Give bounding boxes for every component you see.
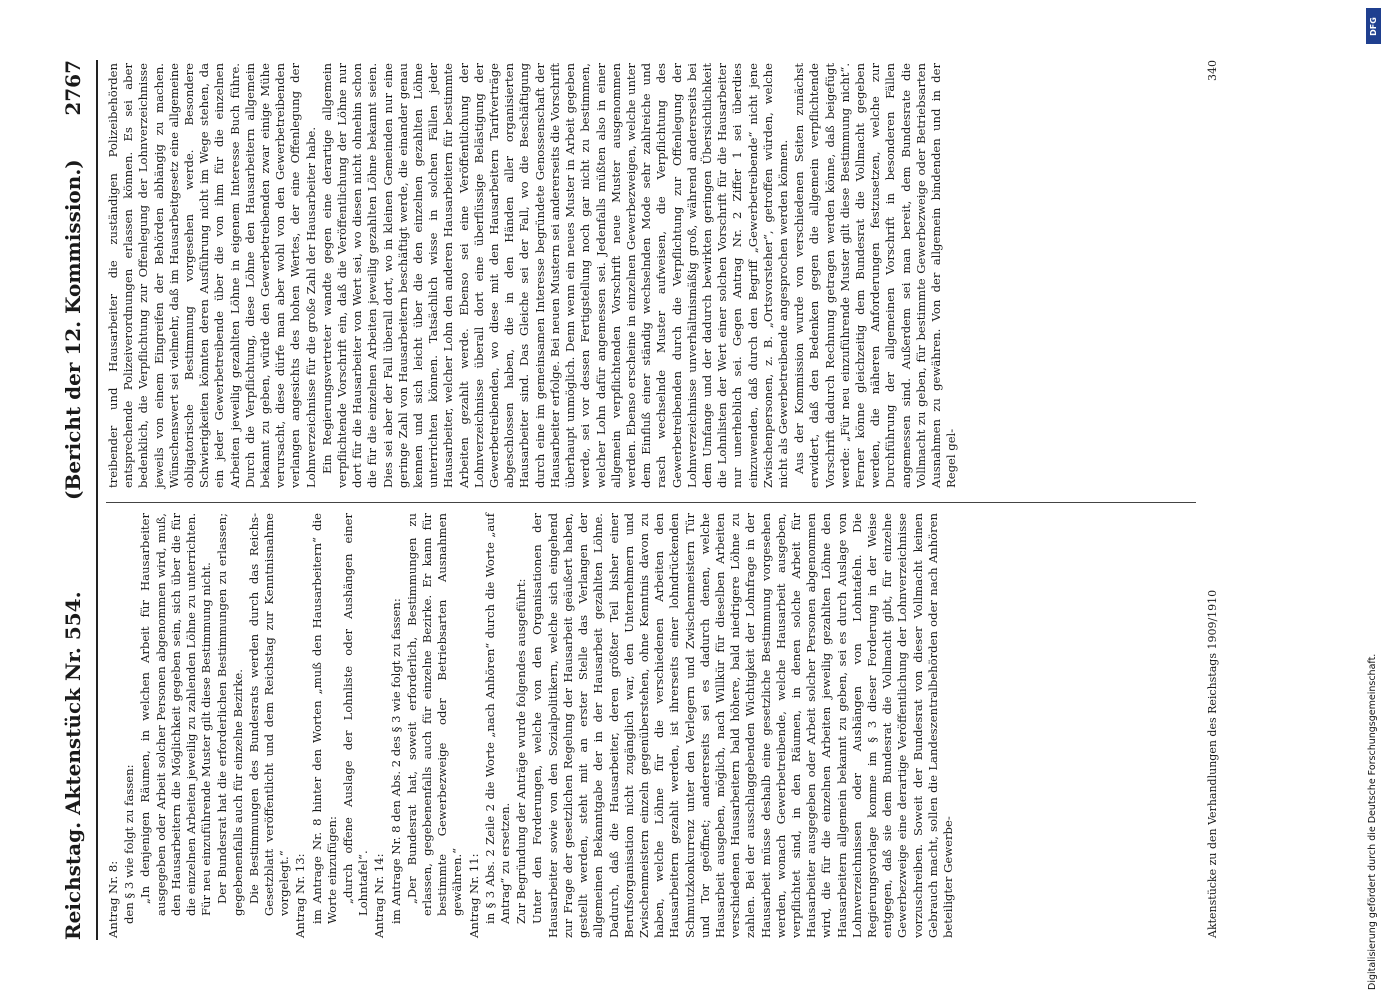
paragraph: Aus der Kommission wurde von verschiedenen Seiten zunächst erwidert, daß den Bedenken gegen die allgemein verpflichtende Vorschrift dadurch Rechnung getragen werden könne, daß beigefügt werde: „Für neu einzuführende Muster gilt diese Bestimmung nicht“. Ferner könne gleichzeitig dem Bundesrat die Vollmacht gegeben werden, die näheren Anforderungen festzusetzen, welche zur Durchführung der allgemeinen Vorschrift in besonderen Fällen angemessen sind. Außerdem sei man bereit, dem Bundesrate die Vollmacht zu geben, für bestimmte Gewerbezweige oder Betriebsarten Ausnahmen zu gewähren. Von der allgemein bindenden und in der Regel gel- — [792, 63, 959, 488]
paragraph: Antrag Nr. 11: — [466, 853, 481, 938]
paragraph: Der Bundesrat hat die erforderlichen Bestimmungen zu erlassen; gegebenenfalls auch für einzelne Bezirke. — [215, 513, 245, 916]
paragraph: „Der Bundesrat hat, soweit erforderlich, Bestimmungen zu erlassen, gegebenenfalls auch für einzelne Bezirke. Er kann für bestimmte Gewerbezweige oder Betriebsarten Ausnahmen gewähren.“ — [404, 513, 465, 916]
paragraph: im Antrage Nr. 8 hinter den Worten „muß den Hausarbeitern“ die Worte einzufügen: — [309, 513, 339, 924]
paragraph: Zur Begründung der Anträge wurde folgendes ausgeführt: — [514, 578, 529, 924]
paragraph: Die Bestimmungen des Bundesrats werden durch das Reichs-Gesetzblatt veröffentlicht und dem Reichstag zur Kenntnisnahme vorgelegt.“ — [246, 513, 292, 916]
footer-sheet-number: 340 — [1206, 60, 1219, 81]
right-column — [106, 63, 960, 488]
header-left-title: Reichstag. Aktenstück Nr. 554. — [61, 591, 85, 940]
page-number: 2767 — [61, 60, 85, 116]
paragraph: treibender und Hausarbeiter die zuständigen Polizeibehörden entsprechende Polizeiverordnungen erlassen können. Es sei aber bedenklich, die Verpflichtung zur Offenlegung der Lohnverzeichnisse jeweils von einem Eingreifen der Behörden abhängig zu machen. Wünschenswert sei vielmehr, daß im Hausarbeitgesetz eine allgemeine obligatorische Bestimmung vorgesehen werde. Besondere Schwierigkeiten könnten deren Ausführung nicht im Wege stehen, da ein jeder Gewerbetreibende über die von ihm für die einzelnen Arbeiten jeweilig gezahlten Löhne in eigenem Interesse Buch führe. Durch die Verpflichtung, diese Löhne den Hausarbeitern allgemein bekannt zu geben, würde den Gewerbetreibenden zwar einige Mühe verursacht, diese dürfe man aber wohl von den Gewerbetreibenden verlangen angesichts des hohen Wertes, der eine Offenlegung der Lohnverzeichnisse für die große Zahl der Hausarbeiter habe. — [106, 63, 318, 488]
paragraph: Antrag Nr. 13: — [293, 853, 308, 938]
paragraph: „In denjenigen Räumen, in welchen Arbeit für Hausarbeiter ausgegeben oder Arbeit solcher Personen abgenommen wird, muß, den Hausarbeitern die Möglichkeit gegeben sein, sich über die für die einzelnen Arbeiten jeweilig zu zahlenden Löhne zu unterrichten. Für neu einzuführende Muster gilt diese Bestimmung nicht. — [138, 513, 214, 916]
paragraph: Ein Regierungsvertreter wandte gegen eine derartige allgemein verpflichtende Vorschrift ein, daß die Veröffentlichung der Löhne nur dort für die Hausarbeiter von Wert sei, wo diesen nicht ohnehin schon die für die einzelnen Arbeiten jeweilig gezahlten Löhne bekannt seien. Dies sei aber der Fall überall dort, wo in kleinen Gemeinden nur eine geringe Zahl von Hausarbeitern beschäftigt werde, die einander genau kennen und sich leicht über die den einzelnen gezahlten Löhne unterrichten können. Tatsächlich wisse in solchen Fällen jeder Hausarbeiter, welcher Lohn den anderen Hausarbeitern für bestimmte Arbeiten gezahlt werde. Ebenso sei eine Veröffentlichung der Lohnverzeichnisse überall dort eine überflüssige Belästigung der Gewerbetreibenden, wo diese mit den Hausarbeitern Tarifverträge abgeschlossen haben, die in den Händen aller organisierten Hausarbeiter sind. Das Gleiche sei der Fall, wo die Beschäftigung durch eine im gemeinsamen Interesse begründete Genossenschaft der Hausarbeiter erfolge. Bei neuen Mustern sei andererseits die Vorschrift überhaupt unmöglich. Denn wenn ein neues Muster in Arbeit gegeben werde, sei vor dessen Fertigstellung noch gar nicht zu bestimmen, welcher Lohn dafür angemessen sei. Jedenfalls müßten also in einer allgemein verpflichtenden Vorschrift neue Muster ausgenommen werden. Ebenso erscheine in einzelnen Gewerbezweigen, welche unter dem Einfluß einer ständig wechselnden Mode sehr zahlreiche und rasch wechselnde Muster aufweisen, die Verpflichtung des Gewerbetreibenden durch die Verpflichtung zur Offenlegung der Lohnverzeichnisse unverhältnismäßig groß, während andererseits bei dem Umfange und der dadurch bewirkten geringen Übersichtlichkeit die Lohnlisten der Wert einer solchen Vorschrift für die Hausarbeiter nur unerheblich sei. Gegen Antrag Nr. 2 Ziffer 1 sei überdies einzuwenden, daß durch den Begriff „Gewerbetreibende“ nicht jene Zwischenpersonen, z. B. „Ortsvorsteher“, getroffen würden, welche nicht als Gewerbetreibende angesprochen werden können. — [319, 63, 790, 488]
digitization-note: Digitalisierung gefördert durch die Deutsche Forschungsgemeinschaft. — [1367, 653, 1378, 990]
document-page — [6, 0, 1306, 1000]
header-center-title: (Bericht der 12. Kommission.) — [61, 159, 85, 500]
left-column — [106, 513, 957, 938]
paragraph: den § 3 wie folgt zu fassen: — [122, 764, 137, 924]
paragraph: im Antrage Nr. 8 den Abs. 2 des § 3 wie folgt zu fassen: — [388, 598, 403, 924]
dfg-logo — [1366, 8, 1381, 44]
page-header — [61, 60, 91, 940]
paragraph: Antrag Nr. 8: — [106, 860, 120, 938]
paragraph: Antrag Nr. 14: — [372, 853, 387, 938]
header-rule — [96, 60, 98, 940]
footer-source: Aktenstücke zu den Verhandlungen des Reichstags 1909/1910 — [1206, 589, 1219, 938]
paragraph: in § 3 Abs. 2 Zeile 2 die Worte „nach Anhören“ durch die Worte „auf Antrag“ zu ersetzen. — [482, 513, 513, 924]
column-divider — [106, 502, 1196, 503]
dfg-logo-text: DFG — [1369, 16, 1379, 36]
paragraph: „durch offene Auslage der Lohnliste oder Aushängen einer Lohntafel“. — [341, 513, 371, 916]
paragraph: Unter den Forderungen, welche von den Organisationen der Hausarbeiter sowie von den Sozialpolitikern, welche sich eingehend zur Frage der gesetzlichen Regelung der Hausarbeit geäußert haben, gestellt werden, steht mit an erster Stelle das Verlangen der allgemeinen Bekanntgabe der in der Hausarbeit gezahlten Löhne. Dadurch, daß die Hausarbeiter, deren größter Teil bisher einer Berufsorganisation nicht zugänglich war, den Unternehmern und Zwischenmeistern einzeln gegenüberstehen, ohne Kenntnis davon zu haben, welche Löhne für die verschiedenen Arbeiten den Hausarbeitern gezahlt werden, ist ihrerseits einer lohndrückenden Schmutzkonkurrenz unter den Verlegern und Zwischenmeistern Tür und Tor geöffnet; andererseits sei es dadurch denen, welche Hausarbeit ausgeben, möglich, nach Willkür für dieselben Arbeiten verschiedenen Hausarbeitern bald höhere, bald niedrigere Löhne zu zahlen. Bei der ausschlaggebenden Wichtigkeit der Lohnfrage in der Hausarbeit müsse deshalb eine gesetzliche Bestimmung vorgesehen werden, wonach Gewerbetreibende, welche Hausarbeit ausgeben, verpflichtet sind, in den Räumen, in denen solche Arbeit für Hausarbeiter ausgegeben oder Arbeit solcher Personen abgenommen wird, die für die einzelnen Arbeiten jeweilig gezahlten Löhne den Hausarbeitern allgemein bekannt zu geben, sei es durch Auslage von Lohnverzeichnissen oder Aushängen von Lohntafeln. Die Regierungsvorlage komme im § 3 dieser Forderung in der Weise entgegen, daß sie dem Bundesrat die Vollmacht gibt, für einzelne Gewerbezweige eine derartige Veröffentlichung der Lohnverzeichnisse vorzuschreiben. Soweit der Bundesrat von dieser Vollmacht keinen Gebrauch macht, sollen die Landeszentralbehörden oder nach Anhören beteiligter Gewerbe- — [530, 513, 955, 938]
